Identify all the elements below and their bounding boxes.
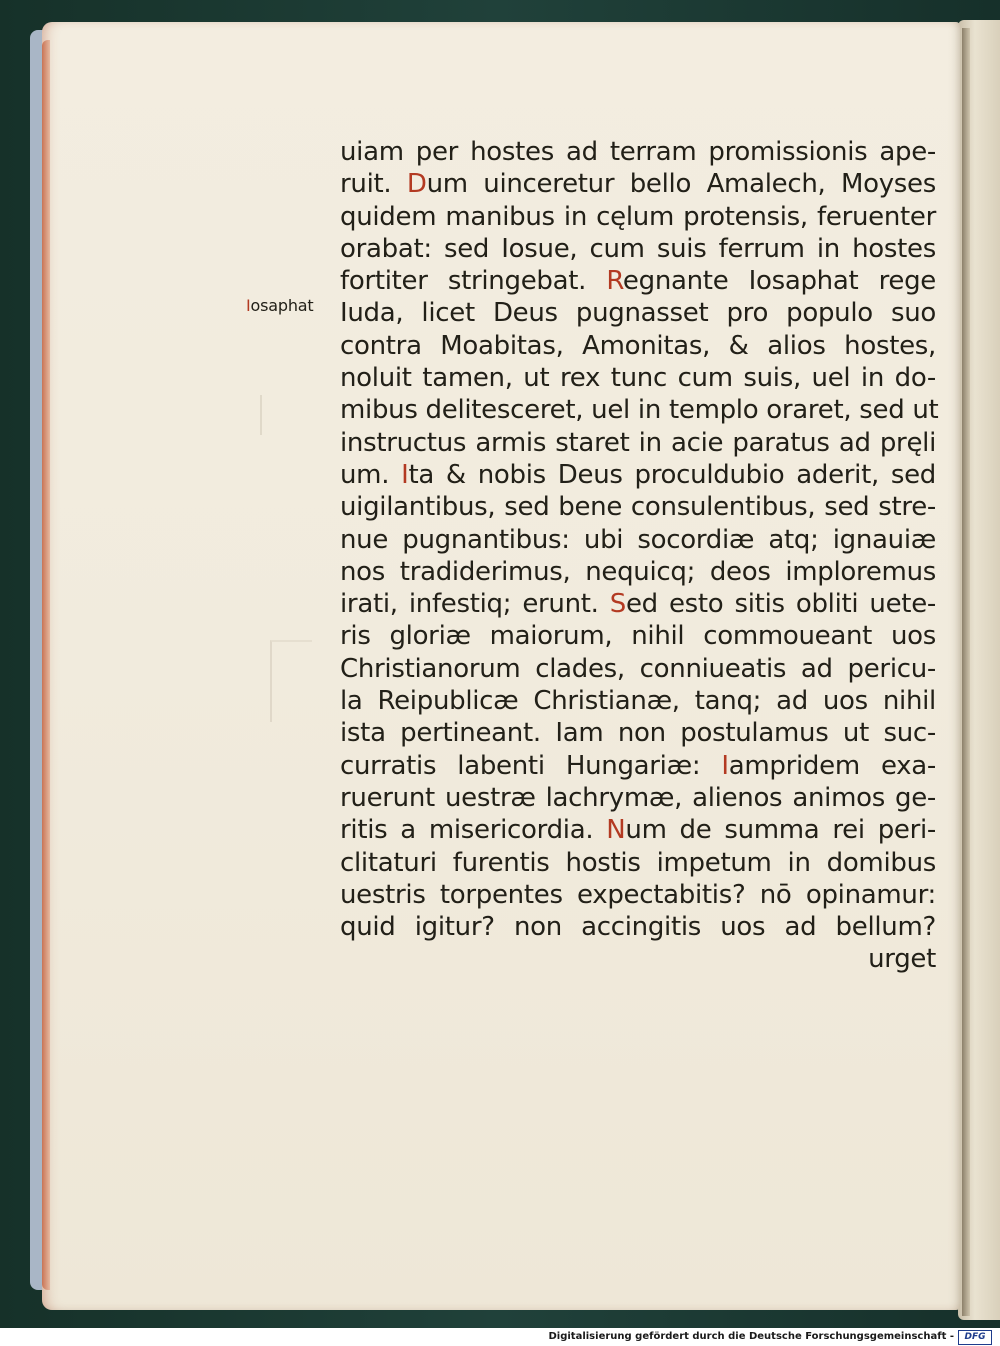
text-segment: mibus delitesceret, uel in templo oraret, sed ut <box>340 395 939 426</box>
text-segment: curratis labenti Hungariæ: <box>340 750 722 781</box>
text-line <box>340 330 936 362</box>
text-line <box>340 588 936 620</box>
text-segment: Iuda, licet Deus pugnasset pro populo suo <box>340 298 936 329</box>
text-segment: quidem manibus in cęlum protensis, feruenter <box>340 201 936 232</box>
text-line <box>340 524 936 556</box>
text-segment: uestris torpentes expectabitis? nō opinamur: <box>340 879 936 910</box>
text-segment: ris gloriæ maiorum, nihil commoueant uos <box>340 621 936 652</box>
text-segment: ruerunt uestræ lachrymæ, alienos animos ge- <box>340 782 936 813</box>
text-segment: egnante Iosaphat rege <box>622 266 937 297</box>
text-segment: ta & nobis Deus proculdubio aderit, sed <box>408 459 937 490</box>
text-segment: uigilantibus, sed bene consulentibus, sed stre- <box>340 492 936 523</box>
dfg-logo: DFG <box>958 1330 992 1345</box>
red-page-edge <box>42 40 50 1290</box>
text-segment: quid igitur? non accingitis uos ad bellum? <box>340 912 936 943</box>
text-line <box>340 265 936 297</box>
text-segment: um. <box>340 459 402 490</box>
show-through-mark <box>260 395 282 435</box>
body-text <box>340 136 939 976</box>
text-segment: ampridem exa- <box>728 750 936 781</box>
text-line <box>340 879 936 911</box>
text-segment: ruit. <box>340 169 407 200</box>
text-line <box>340 620 936 652</box>
funding-credit: Digitalisierung gefördert durch die Deutsche Forschungsgemeinschaft - <box>548 1331 954 1342</box>
marginal-rubric-letter: I <box>246 296 251 315</box>
text-line <box>340 847 936 879</box>
marginal-note <box>246 296 313 315</box>
footer-bar <box>0 1328 1000 1346</box>
text-line <box>340 233 936 265</box>
rubricated-initial: I <box>401 459 409 490</box>
text-line <box>340 427 936 459</box>
text-line <box>340 201 936 233</box>
text-line <box>340 491 936 523</box>
text-line <box>340 750 936 782</box>
text-segment: clitaturi furentis hostis impetum in domibus <box>340 847 936 878</box>
show-through-mark <box>270 640 312 722</box>
text-line <box>340 459 936 491</box>
text-line <box>340 556 936 588</box>
text-segment: nue pugnantibus: ubi socordiæ atq; ignauiæ <box>340 524 936 555</box>
text-segment: nos tradiderimus, nequicq; deos imploremus <box>340 556 936 587</box>
marginal-note-text: osaphat <box>250 296 314 315</box>
text-segment: la Reipublicæ Christianæ, tanq; ad uos nihil <box>340 686 936 717</box>
rubricated-initial: R <box>606 266 623 297</box>
text-line <box>340 394 939 426</box>
text-line <box>340 782 936 814</box>
text-segment: uiam per hostes ad terram promissionis ape- <box>340 137 936 167</box>
text-segment: ritis a misericordia. <box>340 815 607 846</box>
text-line <box>340 136 936 168</box>
catchword: urget <box>868 944 936 975</box>
text-segment: noluit tamen, ut rex tunc cum suis, uel in do- <box>340 363 936 394</box>
book-spine <box>962 28 970 1316</box>
text-line <box>340 297 936 329</box>
rubricated-initial: D <box>406 169 427 200</box>
text-line <box>340 362 936 394</box>
text-segment: ista pertineant. Iam non postulamus ut suc- <box>340 718 936 749</box>
text-segment: orabat: sed Iosue, cum suis ferrum in hostes <box>340 233 936 264</box>
text-segment: irati, infestiq; erunt. <box>340 589 610 620</box>
text-segment: um de summa rei peri- <box>625 815 937 846</box>
text-line <box>340 814 936 846</box>
text-line <box>340 911 936 943</box>
text-segment: instructus armis staret in acie paratus ad pręli <box>340 427 936 458</box>
text-line <box>340 653 936 685</box>
text-segment: Christianorum clades, conniueatis ad pericu- <box>340 653 936 684</box>
rubricated-initial: I <box>721 750 729 781</box>
text-line <box>340 685 936 717</box>
text-line <box>340 717 936 749</box>
text-segment: um uinceretur bello Amalech, Moyses <box>426 169 936 200</box>
rubricated-initial: S <box>609 589 626 620</box>
rubricated-initial: N <box>606 815 626 846</box>
text-line <box>340 168 936 200</box>
text-segment: fortiter stringebat. <box>340 266 607 297</box>
text-segment: contra Moabitas, Amonitas, & alios hostes, <box>340 330 936 361</box>
text-segment: ed esto sitis obliti uete- <box>625 589 936 620</box>
